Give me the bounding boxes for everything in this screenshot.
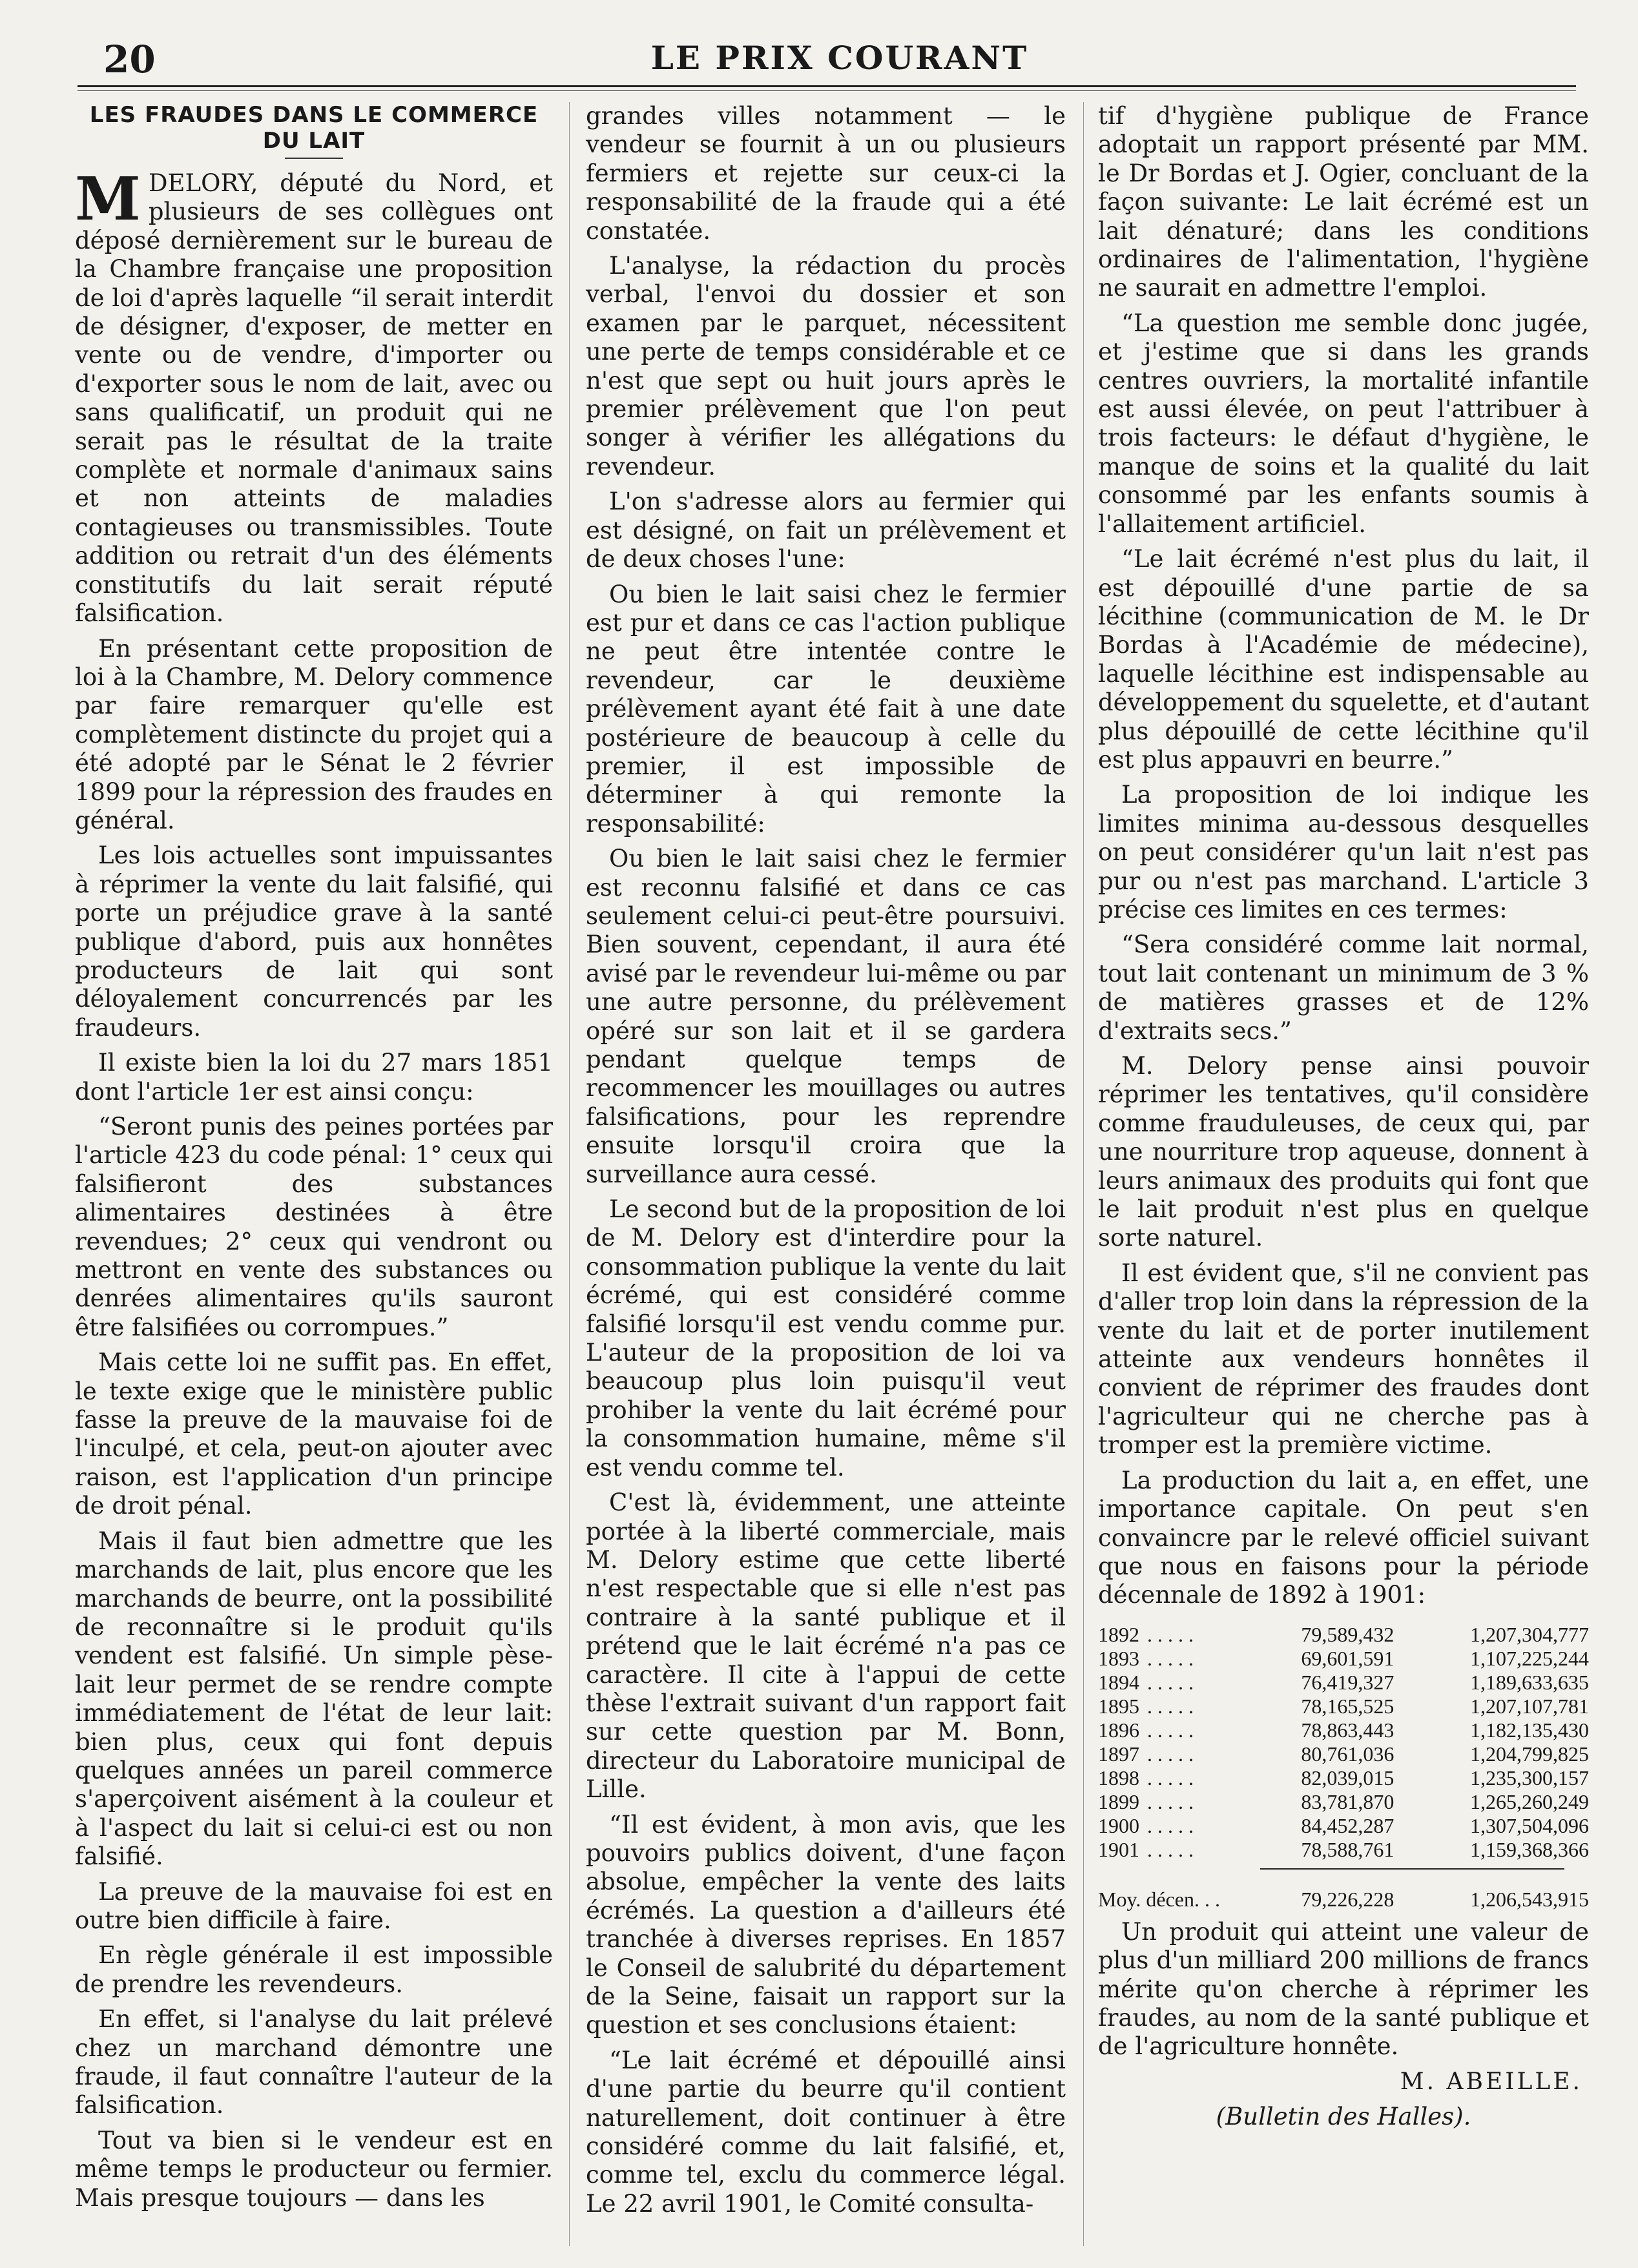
paragraph: En présentant cette proposition de loi à la Chambre, M. Delory commence par faire remarquer qu'elle est complètement distincte du projet qui a été adopté par le Sénat le 2 février 1899 pour la répression des fraudes en général. bbox=[75, 634, 553, 834]
column-divider bbox=[1083, 102, 1084, 2246]
table-row bbox=[1098, 1766, 1589, 1790]
table-value-1: 83,781,870 bbox=[1301, 1789, 1394, 1813]
source-citation: (Bulletin des Halles). bbox=[1216, 2103, 1471, 2131]
table-value-1: 78,588,761 bbox=[1301, 1837, 1394, 1861]
table-row bbox=[1098, 1838, 1589, 1862]
page-header bbox=[97, 32, 1582, 84]
table-year: 1896 . . . . . bbox=[1098, 1718, 1194, 1742]
paragraph: La proposition de loi indique les limites minima au-dessous desquelles on peut considérer qu'un lait n'est pas pur ou n'est pas marchand. L'article 3 précise ces limites en ces termes: bbox=[1098, 781, 1589, 923]
table-value-2: 1,265,260,249 bbox=[1470, 1789, 1589, 1813]
paragraph: Les lois actuelles sont impuissantes à réprimer la vente du lait falsifié, qui porte un préjudice grave à la santé publique d'abord, puis aux honnêtes producteurs de lait qui sont déloyalement concurrencés par les fraudeurs. bbox=[75, 841, 553, 1042]
table-year: 1901 . . . . . bbox=[1098, 1837, 1194, 1861]
paragraph: La preuve de la mauvaise foi est en outre bien difficile à faire. bbox=[75, 1877, 553, 1934]
table-row bbox=[1098, 1671, 1589, 1695]
table-year: 1898 . . . . . bbox=[1098, 1766, 1194, 1789]
table-year: 1900 . . . . . bbox=[1098, 1813, 1194, 1837]
table-row bbox=[1098, 1742, 1589, 1766]
paragraph: “Il est évident, à mon avis, que les pouvoirs publics doivent, d'une façon absolue, empêcher la vente des laits écrémés. La question a d'ailleurs été tranchée à diverses reprises. En 1857 le Conseil de salubrité du département de la Seine, faisait un rapport sur la question et ses conclusions étaient: bbox=[586, 1810, 1066, 2039]
title-rule bbox=[285, 158, 343, 159]
paragraph: Mais il faut bien admettre que les marchands de lait, plus encore que les marchands de beurre, ont la possibilité de reconnaître si le produit qu'ils vendent est falsifié. Un simple pèse-lait leur permet de se rendre compte immédiatement de l'état de leur lait: bien plus, ceux qui font depuis quelques années un pareil commerce s'aperçoivent aisément à la couleur et à l'aspect du lait si celui-ci est ou non falsifié. bbox=[75, 1527, 553, 1871]
table-row bbox=[1098, 1814, 1589, 1838]
journal-title: LE PRIX COURANT bbox=[650, 39, 1029, 77]
paragraph-split: Tout va bien si le vendeur est en même temps le producteur ou fermier. Mais presque toujours — dans les bbox=[75, 2126, 553, 2212]
table-value-2: 1,107,225,244 bbox=[1470, 1646, 1589, 1670]
column-1 bbox=[75, 102, 553, 2212]
header-rule bbox=[78, 85, 1576, 87]
average-label: Moy. décen. . . bbox=[1098, 1887, 1220, 1911]
table-value-1: 79,589,432 bbox=[1301, 1622, 1394, 1646]
paragraph: “Sera considéré comme lait normal, tout lait contenant un minimum de 3 % de matières grasses et de 12% d'extraits secs.” bbox=[1098, 931, 1589, 1045]
paragraph-continued: tif d'hygiène publique de France adoptait un rapport présenté par MM. le Dr Bordas et J. Ogier, concluant de la façon suivante: Le lait écrémé est un lait dénaturé; dans les conditions ordinaires de l'alimentation, l'hygiène ne saurait en admettre l'emploi. bbox=[1098, 102, 1589, 302]
paragraph: Le second but de la proposition de loi de M. Delory est d'interdire pour la consommation publique la vente du lait écrémé, qui est considéré comme falsifié lorsqu'il est vendu comme pur. L'auteur de la proposition de loi va beaucoup plus loin puisqu'il veut prohiber la vente du lait écrémé pour la consommation humaine, même s'il est vendu comme tel. bbox=[586, 1195, 1066, 1481]
table-value-2: 1,207,107,781 bbox=[1470, 1694, 1589, 1718]
dropcap-letter: M bbox=[75, 164, 141, 234]
table-value-1: 76,419,327 bbox=[1301, 1670, 1394, 1694]
table-value-2: 1,235,300,157 bbox=[1470, 1766, 1589, 1789]
column-2 bbox=[586, 102, 1066, 2218]
table-value-1: 82,039,015 bbox=[1301, 1766, 1394, 1789]
production-average bbox=[1098, 1873, 1589, 1912]
average-v1: 79,226,228 bbox=[1301, 1887, 1394, 1911]
table-row bbox=[1098, 1718, 1589, 1742]
production-table bbox=[1098, 1623, 1589, 1862]
average-row bbox=[1098, 1873, 1589, 1912]
paragraph: MDELORY, député du Nord, et plusieurs de ses collègues ont déposé dernièrement sur le bureau de la Chambre française une proposition de loi d'après laquelle “il serait interdit de désigner, d'exposer, de metter en vente ou de vendre, d'importer ou d'exporter sous le nom de lait, avec ou sans qualificatif, un produit qui ne serait pas le résultat de la traite complète et normale d'animaux sains et non atteints de maladies contagieuses ou transmissibles. Toute addition ou retrait d'un des éléments constitutifs du lait serait réputé falsification. bbox=[75, 164, 553, 628]
table-value-1: 78,165,525 bbox=[1301, 1694, 1394, 1718]
paragraph: Mais cette loi ne suffit pas. En effet, le texte exige que le ministère public fasse la preuve de la mauvaise foi de l'inculpé, et cela, peut-on ajouter avec raison, est l'application d'un principe de droit pénal. bbox=[75, 1348, 553, 1520]
column-3 bbox=[1098, 102, 1589, 2132]
header-rule-thin bbox=[78, 90, 1576, 91]
table-value-2: 1,207,304,777 bbox=[1470, 1622, 1589, 1646]
table-value-2: 1,189,633,635 bbox=[1470, 1670, 1589, 1694]
paragraph: En effet, si l'analyse du lait prélevé chez un marchand démontre une fraude, il faut connaître l'auteur de la falsification. bbox=[75, 2005, 553, 2119]
paragraph-split: “Le lait écrémé et dépouillé ainsi d'une partie du beurre qu'il contient naturellement, doit continuer à être considéré comme du lait falsifié, et, comme tel, exclu du commerce légal. Le 22 avril 1901, le Comité consulta- bbox=[586, 2046, 1066, 2218]
table-year: 1899 . . . . . bbox=[1098, 1789, 1194, 1813]
signature: M. ABEILLE. bbox=[1400, 2068, 1582, 2095]
page-number: 20 bbox=[103, 37, 156, 81]
average-v2: 1,206,543,915 bbox=[1470, 1887, 1589, 1911]
closing-paragraph: Un produit qui atteint une valeur de plus d'un milliard 200 millions de francs mérite qu'on cherche à réprimer les fraudes, au nom de la santé publique et de l'agriculture honnête. bbox=[1098, 1917, 1589, 2061]
table-year: 1895 . . . . . bbox=[1098, 1694, 1194, 1718]
table-row bbox=[1098, 1790, 1589, 1814]
paragraph: “Le lait écrémé n'est plus du lait, il est dépouillé d'une partie de sa lécithine (communication de M. le Dr Bordas à l'Académie de médecine), laquelle lécithine est indispensable au développement du squelette, et d'autant plus dépouillé de cette lécithine qu'il est plus appauvri en beurre.” bbox=[1098, 545, 1589, 774]
table-value-2: 1,182,135,430 bbox=[1470, 1718, 1589, 1742]
paragraph: M. Delory pense ainsi pouvoir réprimer les tentatives, qu'il considère comme frauduleuses, de ceux qui, par une nourriture trop aqueuse, donnent à leurs animaux des produits qui font que le lait produit n'est plus en quelque sorte naturel. bbox=[1098, 1052, 1589, 1252]
article-title: LES FRAUDES DANS LE COMMERCE DU LAIT bbox=[89, 102, 539, 154]
sum-rule bbox=[1260, 1868, 1564, 1870]
table-year: 1892 . . . . . bbox=[1098, 1622, 1194, 1646]
table-row bbox=[1098, 1647, 1589, 1671]
paragraph: Ou bien le lait saisi chez le fermier est reconnu falsifié et dans ce cas seulement celui-ci peut-être poursuivi. Bien souvent, cependant, il aura été avisé par le revendeur lui-même ou par une autre personne, du prélèvement opéré sur son lait et il se gardera pendant quelque temps de recommencer les mouillages ou autres falsifications, pour les reprendre ensuite lorsqu'il croira que la surveillance aura cessé. bbox=[586, 845, 1066, 1188]
paragraph: La production du lait a, en effet, une importance capitale. On peut s'en convaincre par le relevé officiel suivant que nous en faisons pour la période décennale de 1892 à 1901: bbox=[1098, 1466, 1589, 1609]
paragraph: Ou bien le lait saisi chez le fermier est pur et dans ce cas l'action publique ne peut être intentée contre le revendeur, car le deuxième prélèvement ayant été fait à une date postérieure de beaucoup à celle du premier, il est impossible de déterminer à qui remonte la responsabilité: bbox=[586, 580, 1066, 838]
table-value-1: 80,761,036 bbox=[1301, 1742, 1394, 1766]
table-value-2: 1,204,799,825 bbox=[1470, 1742, 1589, 1766]
table-year: 1894 . . . . . bbox=[1098, 1670, 1194, 1694]
paragraph: C'est là, évidemment, une atteinte portée à la liberté commerciale, mais M. Delory estime que cette liberté n'est respectable que si elle n'est pas contraire à la santé publique et il prétend que le lait écrémé n'a pas ce caractère. Il cite à l'appui de cette thèse l'extrait suivant d'un rapport fait sur cette question par M. Bonn, directeur du Laboratoire municipal de Lille. bbox=[586, 1489, 1066, 1804]
table-year: 1893 . . . . . bbox=[1098, 1646, 1194, 1670]
column-divider bbox=[569, 102, 570, 2246]
paragraph: “Seront punis des peines portées par l'article 423 du code pénal: 1° ceux qui falsifieront des substances alimentaires destinées à être revendues; 2° ceux qui vendront ou mettront en vente des substances ou denrées alimentaires qu'ils sauront être falsifiées ou corrompues.” bbox=[75, 1113, 553, 1341]
paragraph: Il existe bien la loi du 27 mars 1851 dont l'article 1er est ainsi conçu: bbox=[75, 1049, 553, 1106]
paragraph: Il est évident que, s'il ne convient pas d'aller trop loin dans la répression de la vente du lait et de porter inutilement atteinte aux vendeurs honnêtes il convient de réprimer des fraudes dont l'agriculteur qui ne cherche pas à tromper est la première victime. bbox=[1098, 1259, 1589, 1459]
paragraph-continued: grandes villes notamment — le vendeur se fournit à un ou plusieurs fermiers et rejette sur ceux-ci la responsabilité de la fraude qui a été constatée. bbox=[586, 102, 1066, 245]
paragraph: “La question me semble donc jugée, et j'estime que si dans les grands centres ouvriers, la mortalité infantile est aussi élevée, on peut l'attribuer à trois facteurs: le défaut d'hygiène, le manque de soins et la qualité du lait consommé par les enfants soumis à l'allaitement artificiel. bbox=[1098, 309, 1589, 538]
table-value-1: 78,863,443 bbox=[1301, 1718, 1394, 1742]
paragraph: En règle générale il est impossible de prendre les revendeurs. bbox=[75, 1941, 553, 1998]
table-value-2: 1,307,504,096 bbox=[1470, 1813, 1589, 1837]
table-year: 1897 . . . . . bbox=[1098, 1742, 1194, 1766]
table-value-1: 84,452,287 bbox=[1301, 1813, 1394, 1837]
paragraph: L'analyse, la rédaction du procès verbal, l'envoi du dossier et son examen par le parquet, nécessitent une perte de temps considérable et ce n'est que sept ou huit jours après le premier prélèvement que l'on peut songer à vérifier les allégations du revendeur. bbox=[586, 252, 1066, 480]
table-row bbox=[1098, 1623, 1589, 1647]
paragraph: L'on s'adresse alors au fermier qui est désigné, on fait un prélèvement et de deux choses l'une: bbox=[586, 488, 1066, 573]
table-value-2: 1,159,368,366 bbox=[1470, 1837, 1589, 1861]
table-value-1: 69,601,591 bbox=[1301, 1646, 1394, 1670]
table-row bbox=[1098, 1695, 1589, 1718]
